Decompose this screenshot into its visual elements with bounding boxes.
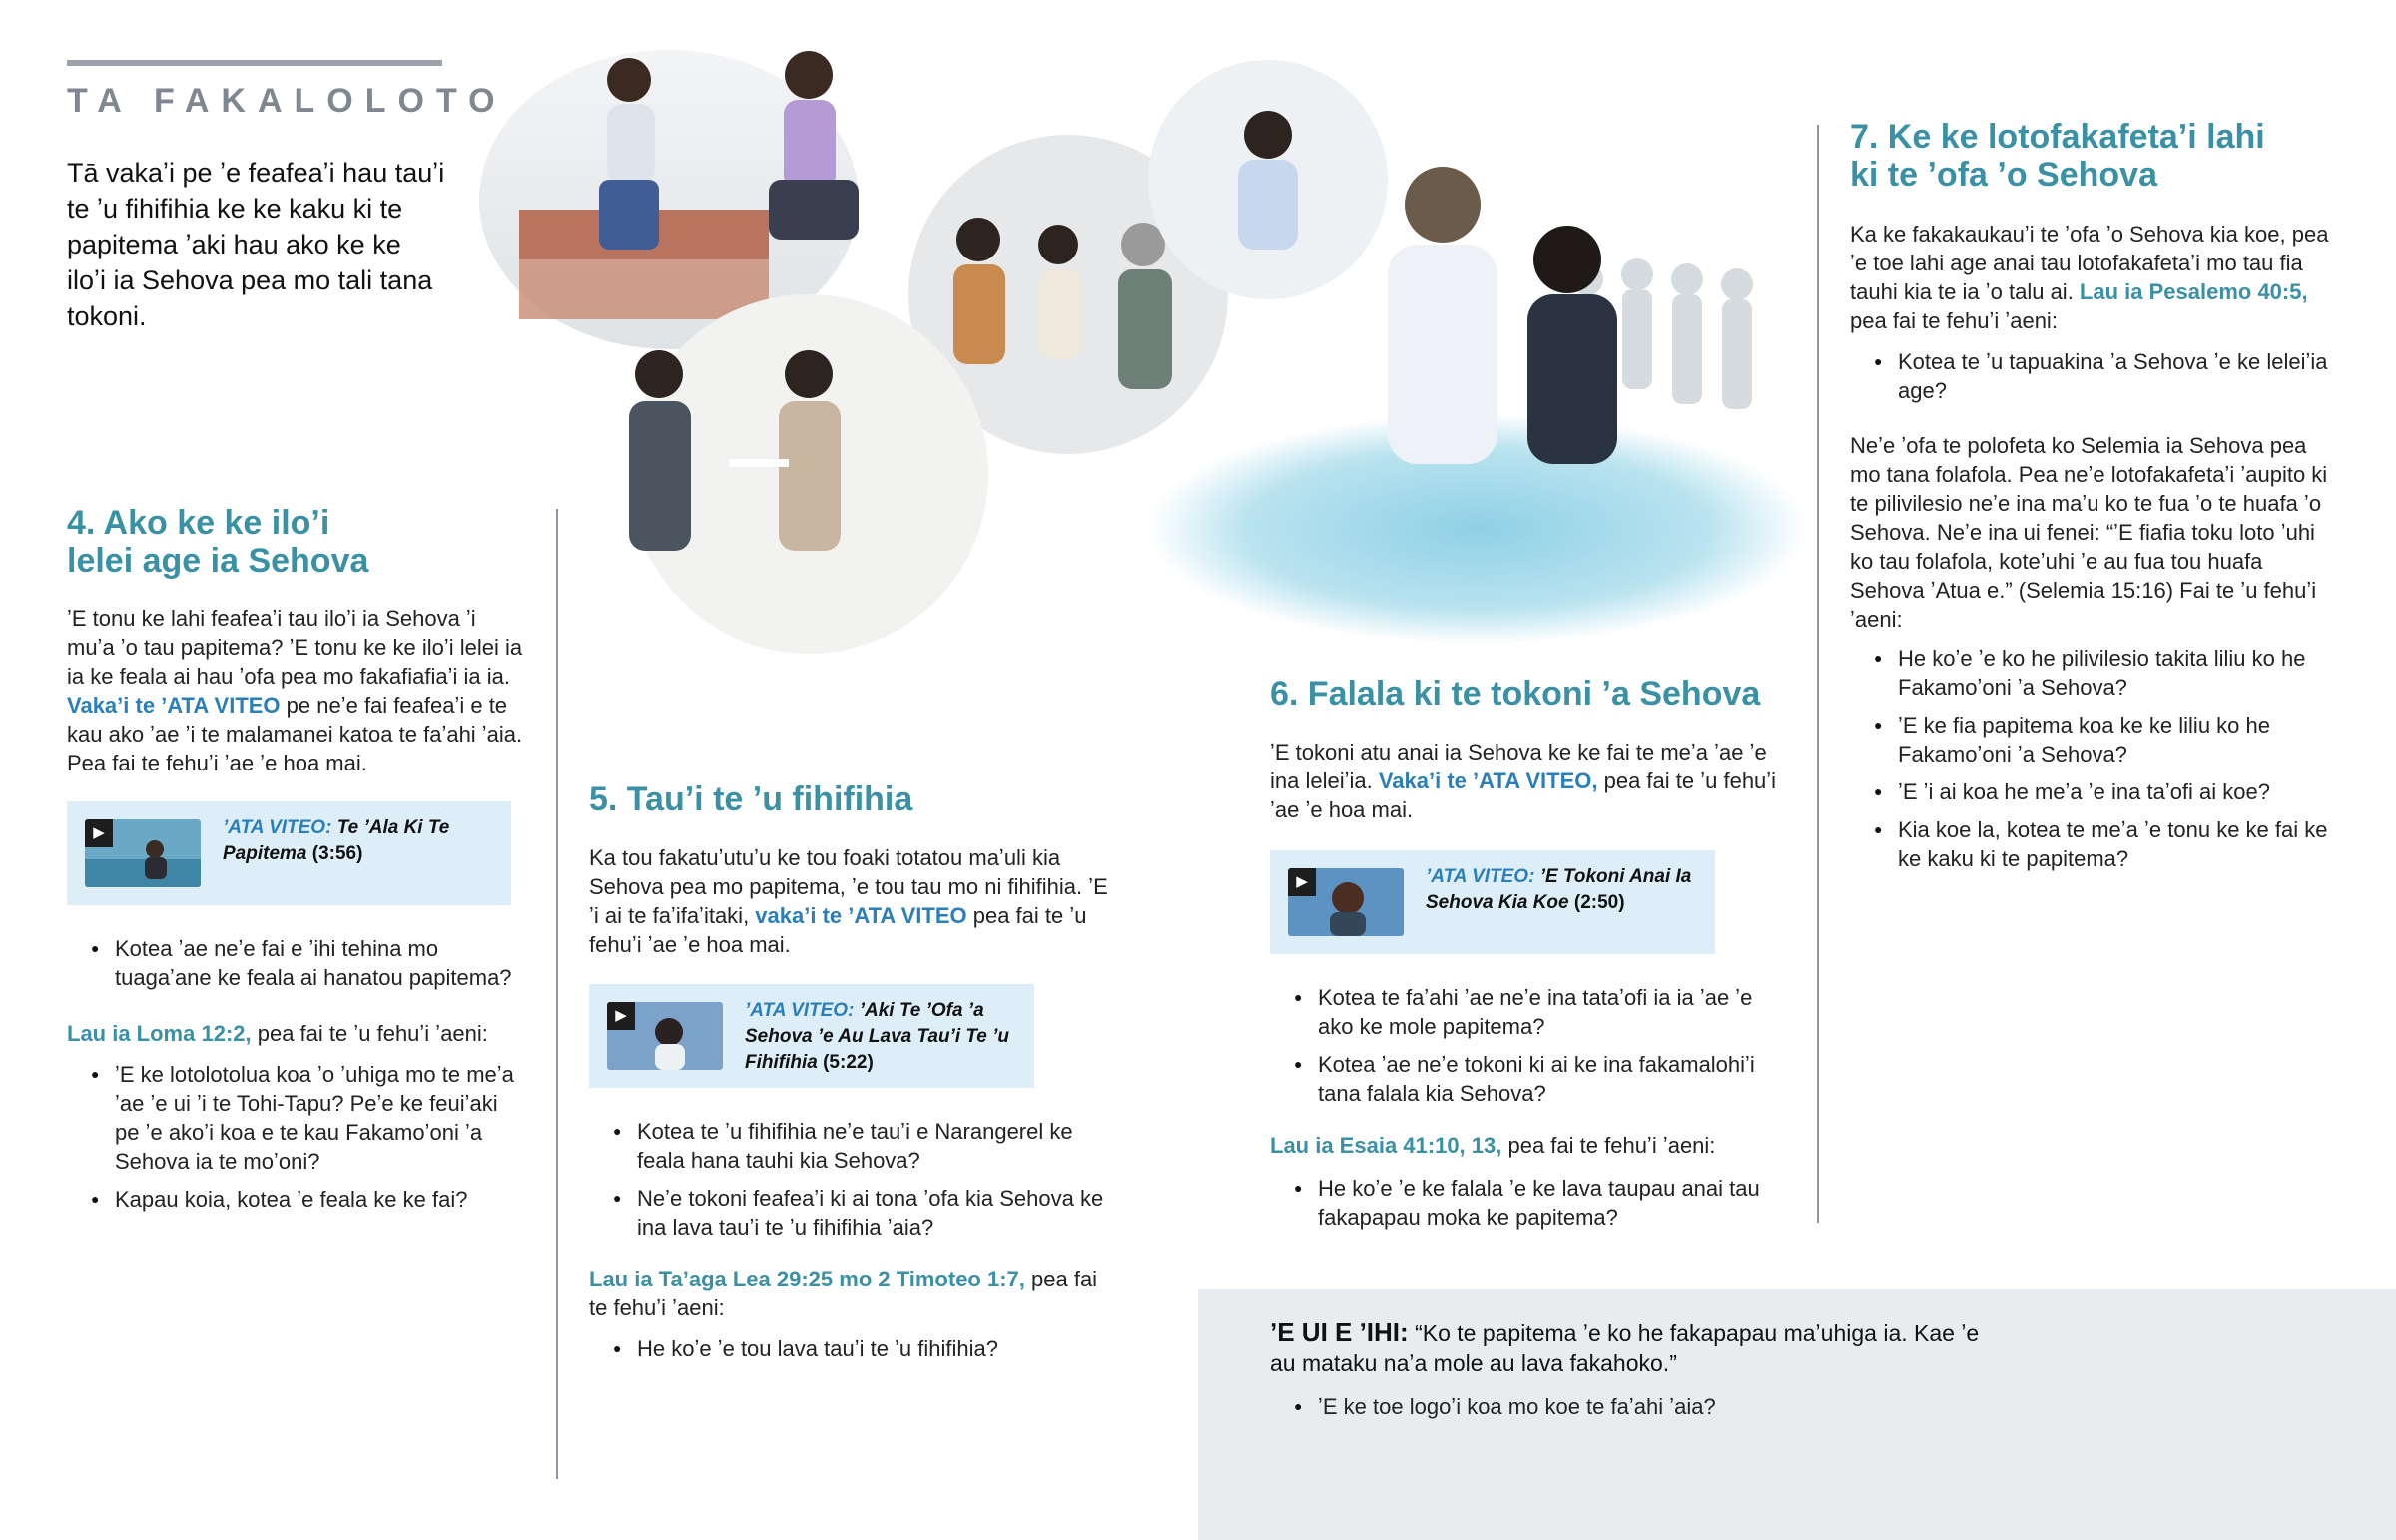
video-label: ʼATA VITEO: [223, 817, 332, 838]
objection-bullets [1270, 1392, 1969, 1430]
list-item: ● He koʼe ʼe ko he pilivilesio takita liliu ko he Fakamoʼoni ʼa Sehova? [1850, 644, 2329, 702]
list-item: ● Kotea te faʼahi ʼae neʼe ina tataʼofi ia ia ʼae ʼe ako ke mole papitema? [1270, 983, 1789, 1041]
section-5-paragraph [589, 843, 1118, 959]
play-icon[interactable]: ▶ [1288, 868, 1316, 896]
list-item: ● Kotea ʼae neʼe fai e ʼihi tehina mo tuagaʼane ke feala ai hanatou papitema? [67, 934, 526, 992]
section-5-bullets-2 [589, 1334, 1108, 1372]
section-6-video-link[interactable]: Vakaʼi te ʼATA VITEO, [1378, 769, 1598, 793]
section-4-reference [67, 1019, 536, 1048]
scripture-link[interactable]: Lau ia Esaia 41:10, 13, [1270, 1133, 1502, 1158]
section-5-text-a: Ka tou fakatuʼutuʼu ke tou foaki totatou maʼuli kia Sehova pea mo papitema, ʼe tou tau mo ni fihifihia. ʼE ʼi ai te faʼifaʼitaki, [589, 845, 1108, 928]
video-card-section-5[interactable] [589, 984, 1034, 1088]
list-item: ● ʼE ke lotolotolua koa ʼo ʼuhiga mo te meʼa ʼae ʼe ui ʼi te Tohi-Tapu? Peʼe ke feuiʼaki pe ʼe akoʼi koa e te kau Fakamoʼoni ʼa Sehova ia te moʼoni? [67, 1060, 526, 1176]
video-title: Te ʼAla Ki Te Papitema [223, 817, 450, 864]
video-duration: (5:22) [823, 1052, 874, 1073]
section-4-video-link[interactable]: Vakaʼi te ʼATA VITEO [67, 693, 281, 718]
section-5-reference [589, 1265, 1118, 1322]
objection-label: ʼE UI E ʼIHI: [1270, 1317, 1409, 1347]
list-item: ● Kia koe la, kotea te meʼa ʼe tonu ke ke fai ke ke kaku ki te papitema? [1850, 815, 2329, 873]
section-6-title: 6. Falala ki te tokoni ʼa Sehova [1270, 675, 1761, 713]
list-item: ● Kapau koia, kotea ʼe feala ke ke fai? [67, 1185, 526, 1214]
scripture-link[interactable]: Lau ia Loma 12:2, [67, 1021, 252, 1046]
column-divider-3 [1817, 125, 1819, 1223]
reference-text: pea fai te fehuʼi ʼaeni: [589, 1267, 1098, 1320]
play-icon[interactable]: ▶ [607, 1002, 635, 1030]
objection-text [1270, 1317, 1989, 1378]
video-title-block [745, 998, 1022, 1076]
list-item: ● ʼE ke toe logoʼi koa mo koe te faʼahi ʼaia? [1270, 1392, 1969, 1421]
video-title-block [223, 815, 499, 867]
list-item: ● He koʼe ʼe ke falala ʼe ke lava taupau anai tau fakapapau moka ke papitema? [1270, 1174, 1789, 1232]
list-item: ● ʼE ke fia papitema koa ke ke liliu ko he Fakamoʼoni ʼa Sehova? [1850, 711, 2329, 769]
section-7-title: 7. Ke ke lotofakafetaʼi lahi ki te ʼofa ʼo Sehova [1850, 118, 2265, 194]
reference-text: pea fai te fehuʼi ʼaeni: [1501, 1133, 1716, 1158]
section-7-text-a: Ka ke fakakaukauʼi te ʼofa ʼo Sehova kia koe, pea ʼe toe lahi age anai tau lotofakafetaʼi mo tau fia tauhi kia te ia ʼo talu ai. [1850, 222, 2329, 304]
header-rule [67, 60, 442, 66]
objection-quote: “Ko te papitema ʼe ko he fakapapau maʼuhiga ia. Kae ʼe au mataku naʼa mole au lava fakahoko.” [1270, 1320, 1980, 1376]
section-5-bullets-1 [589, 1117, 1108, 1251]
section-6-reference [1270, 1131, 1789, 1160]
section-7-paragraph-2: Neʼe ʼofa te polofeta ko Selemia ia Sehova pea mo tana folafola. Pea neʼe lotofakafetaʼi ʼaupito ki te pilivilesio neʼe ina maʼu ko te fua ʼo te huafa ʼo Sehova. Neʼe ina ui fenei: “ʼE fiafia toku loto ʼuhi ko tau folafola, koteʼuhi ʼe au fua tou huafa Sehova ʼAtua e.” (Selemia 15:16) Fai te ʼu fehuʼi ʼaeni: [1850, 433, 2328, 632]
video-label: ʼATA VITEO: [1426, 866, 1535, 887]
list-item: ● Neʼe tokoni feafeaʼi ki ai tona ʼofa kia Sehova ke ina lava tauʼi te ʼu fihifihia ʼaia? [589, 1184, 1108, 1242]
list-item: ● Kotea ʼae neʼe tokoni ki ai ke ina fakamalohiʼi tana falala kia Sehova? [1270, 1050, 1789, 1108]
section-5-text-b: pea fai te ʼu fehuʼi ʼae ʼe hoa mai. [589, 903, 1087, 957]
video-card-section-6[interactable] [1270, 850, 1715, 954]
section-6-text-a: ʼE tokoni atu anai ia Sehova ke ke fai te meʼa ʼae ʼe ina leleiʼia. [1270, 740, 1767, 793]
scene-workplace-circle [629, 294, 988, 654]
section-6-paragraph [1270, 738, 1789, 824]
scripture-link[interactable]: Lau ia Taʼaga Lea 29:25 mo 2 Timoteo 1:7, [589, 1267, 1025, 1291]
section-4-text-b: pe neʼe fai feafeaʼi e te kau ako ʼae ʼi te malamanei katoa te faʼahi ʼaia. Pea fai te fehuʼi ʼae ʼe hoa mai. [67, 693, 523, 775]
section-7-bullets-1 [1850, 347, 2329, 414]
section-4-bullets-1 [67, 934, 526, 1001]
play-icon[interactable]: ▶ [85, 819, 113, 847]
list-item: ● Kotea te ʼu fihifihia neʼe tauʼi e Narangerel ke feala hana tauhi kia Sehova? [589, 1117, 1108, 1175]
section-4-paragraph [67, 604, 526, 777]
scripture-link[interactable]: Lau ia Pesalemo 40:5, [2079, 279, 2308, 304]
section-7-paragraph [1850, 220, 2339, 335]
video-thumbnail[interactable] [85, 819, 201, 887]
video-thumbnail[interactable] [607, 1002, 723, 1070]
list-item: ● Kotea te ʼu tapuakina ʼa Sehova ʼe ke leleiʼia age? [1850, 347, 2329, 405]
video-duration: (3:56) [311, 843, 363, 864]
illustration [479, 30, 1807, 669]
video-title: ʼAki Te ʼOfa ʼa Sehova ʼe Au Lava Tauʼi Te ʼu Fihifihia [745, 1000, 1010, 1073]
section-7-bullets-2 [1850, 644, 2329, 882]
intro-text: Tā vakaʼi pe ʼe feafeaʼi hau tauʼi te ʼu fihifihia ke ke kaku ki te papitema ʼaki hau ako ke ke iloʼi ia Sehova pea mo tali tana tokoni. [67, 158, 445, 331]
section-4-text-a: ʼE tonu ke lahi feafeaʼi tau iloʼi ia Sehova ʼi muʼa ʼo tau papitema? ʼE tonu ke ke iloʼi lelei ia ia ke feala ai hau ʼofa pea mo fakafiafiaʼi ia ia. [67, 606, 523, 689]
scene-praying-circle [1148, 60, 1388, 299]
section-7-text-b: pea fai te fehuʼi ʼaeni: [1850, 308, 2058, 333]
reference-text: pea fai te ʼu fehuʼi ʼaeni: [251, 1021, 488, 1046]
section-6-bullets-2 [1270, 1174, 1789, 1241]
section-4-title: 4. Ako ke ke iloʼi lelei age ia Sehova [67, 504, 369, 580]
video-title: ʼE Tokoni Anai Ia Sehova Kia Koe [1426, 866, 1692, 913]
section-5-video-link[interactable]: vakaʼi te ʼATA VITEO [755, 903, 967, 928]
section-6-text-b: pea fai te ʼu fehuʼi ʼae ʼe hoa mai. [1270, 769, 1777, 822]
video-thumbnail[interactable] [1288, 868, 1404, 936]
video-duration: (2:50) [1573, 892, 1625, 913]
section-4-bullets-2 [67, 1060, 526, 1223]
list-item: ● He koʼe ʼe tou lava tauʼi te ʼu fihifihia? [589, 1334, 1108, 1363]
section-kicker: TA FAKALOLOTO [67, 82, 507, 120]
list-item: ● ʼE ʼi ai koa he meʼa ʼe ina taʼofi ai koe? [1850, 777, 2329, 806]
video-title-block [1426, 864, 1703, 916]
video-card-section-4[interactable] [67, 801, 511, 905]
section-5-title: 5. Tauʼi te ʼu fihifihia [589, 780, 913, 818]
section-6-bullets-1 [1270, 983, 1789, 1117]
video-label: ʼATA VITEO: [745, 1000, 855, 1021]
column-divider-1 [556, 509, 558, 1479]
